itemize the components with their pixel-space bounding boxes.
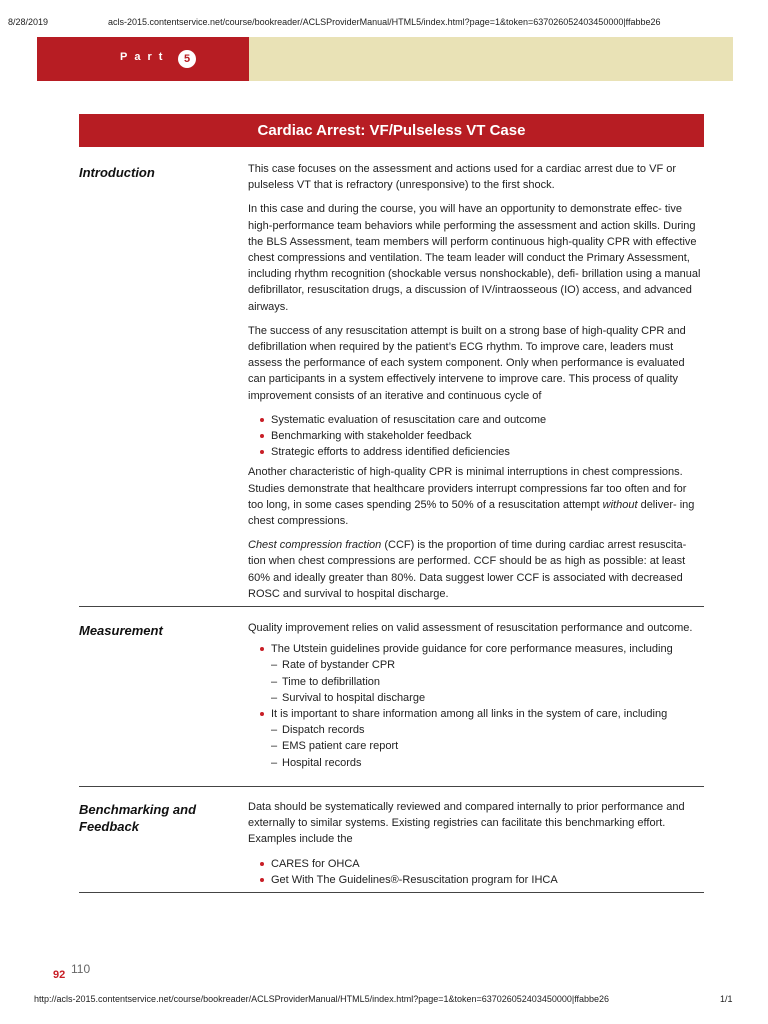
case-title-banner: Cardiac Arrest: VF/Pulseless VT Case (79, 114, 704, 147)
section-title-introduction: Introduction (79, 165, 155, 180)
list-item: Strategic efforts to address identified deficiencies (248, 444, 704, 460)
intro-paragraph-3: The success of any resuscitation attempt is built on a strong base of high-quality CPR and defibrillation when required by the patient’s ECG rhythm. To improve care, leaders must assess the performance of each system component. Only when performance is evaluated can participants in a system effectively intervene to improve care. This process of quality improvement consists of an iterative and continuous cycle of (248, 324, 686, 402)
intro-bullet-list (248, 412, 704, 461)
sub-list-item: – Dispatch records (271, 724, 365, 737)
benchmarking-list (248, 856, 704, 888)
list-item: The Utstein guidelines provide guidance for core performance measures, including (248, 641, 704, 657)
benchmarking-body (248, 799, 704, 892)
part-bar-red (37, 37, 249, 81)
benchmarking-paragraph: Data should be systematically reviewed and compared internally to prior performance and externally to similar systems. Existing registries can facilitate this benchmarking effort. Examples include the (248, 801, 685, 846)
list-item: Benchmarking with stakeholder feedback (248, 428, 704, 444)
list-item: Get With The Guidelines®-Resuscitation program for IHCA (248, 872, 704, 888)
measurement-paragraph: Quality improvement relies on valid assessment of resuscitation performance and outcome. (248, 622, 693, 634)
list-item: CARES for OHCA (248, 856, 704, 872)
sub-list-item: – Survival to hospital discharge (271, 691, 426, 704)
bullet-icon (260, 450, 264, 454)
print-footer-url: http://acls-2015.contentservice.net/course/bookreader/ACLSProviderManual/HTML5/index.html?page=1&token=637026052403450000|ffabbe26 (34, 994, 610, 1004)
sub-list-item: – Time to defibrillation (271, 675, 381, 688)
section-divider (79, 786, 704, 787)
part-number-badge: 5 (178, 50, 196, 68)
list-item: It is important to share information among all links in the system of care, including (248, 706, 704, 722)
printed-page-number: 92 (53, 969, 66, 981)
part-bar-tan (249, 37, 733, 81)
print-url: acls-2015.contentservice.net/course/bookreader/ACLSProviderManual/HTML5/index.html?page=1&token=637026052403450000|ffabbe26 (108, 17, 661, 27)
intro-paragraph-4: Another characteristic of high-quality CPR is minimal interruptions in chest compressions. Studies demonstrate that healthcare providers interrupt compressions far too often and for too long, in some cases spending 25% to 50% of a resuscitation attempt without deliver- ing chest compressions. (248, 466, 695, 528)
part-bar (37, 37, 733, 81)
intro-paragraph-2: In this case and during the course, you will have an opportunity to demonstrate effec- tive high-performance team behaviors while performing the assessment and action skills. During the BLS Assessment, team members will perform continuous high-quality CPR with effective chest compressions and ventilation. The team leader will conduct the Primary Assessment, including rhythm recognition (shockable versus nonshockable), defi- brillation using a manual defibrillator, resuscitation drugs, a discussion of IV/intraosseous (IO) access, and advanced airways. (248, 203, 701, 313)
bullet-icon (260, 878, 264, 882)
section-title-measurement: Measurement (79, 623, 163, 638)
viewer-page-number: 110 (71, 962, 91, 976)
bullet-icon (260, 862, 264, 866)
measurement-list (248, 641, 704, 771)
sub-list-item: – Hospital records (271, 756, 362, 769)
part-label: Part (120, 51, 170, 63)
section-divider (79, 892, 704, 893)
bullet-icon (260, 647, 264, 651)
introduction-body (248, 161, 704, 610)
section-title-benchmarking: Benchmarking and Feedback (79, 802, 197, 834)
bullet-icon (260, 418, 264, 422)
bullet-icon (260, 434, 264, 438)
section-divider (79, 606, 704, 607)
intro-paragraph-5: Chest compression fraction (CCF) is the proportion of time during cardiac arrest resuscita- tion when chest compressions are performed. CCF should be as high as possible: at least 60% and ideally greater than 80%. Data suggest lower CCF is associated with decreased ROSC and survival to hospital discharge. (248, 539, 687, 600)
bullet-icon (260, 712, 264, 716)
measurement-body (248, 620, 704, 775)
sub-list-item: – EMS patient care report (271, 740, 399, 753)
list-item: Systematic evaluation of resuscitation care and outcome (248, 412, 704, 428)
print-page-count: 1/1 (720, 994, 733, 1004)
sub-list-item: – Rate of bystander CPR (271, 659, 396, 672)
intro-paragraph-1: This case focuses on the assessment and actions used for a cardiac arrest due to VF or pulseless VT that is refractory (unresponsive) to the first shock. (248, 163, 676, 192)
print-date: 8/28/2019 (8, 17, 49, 27)
